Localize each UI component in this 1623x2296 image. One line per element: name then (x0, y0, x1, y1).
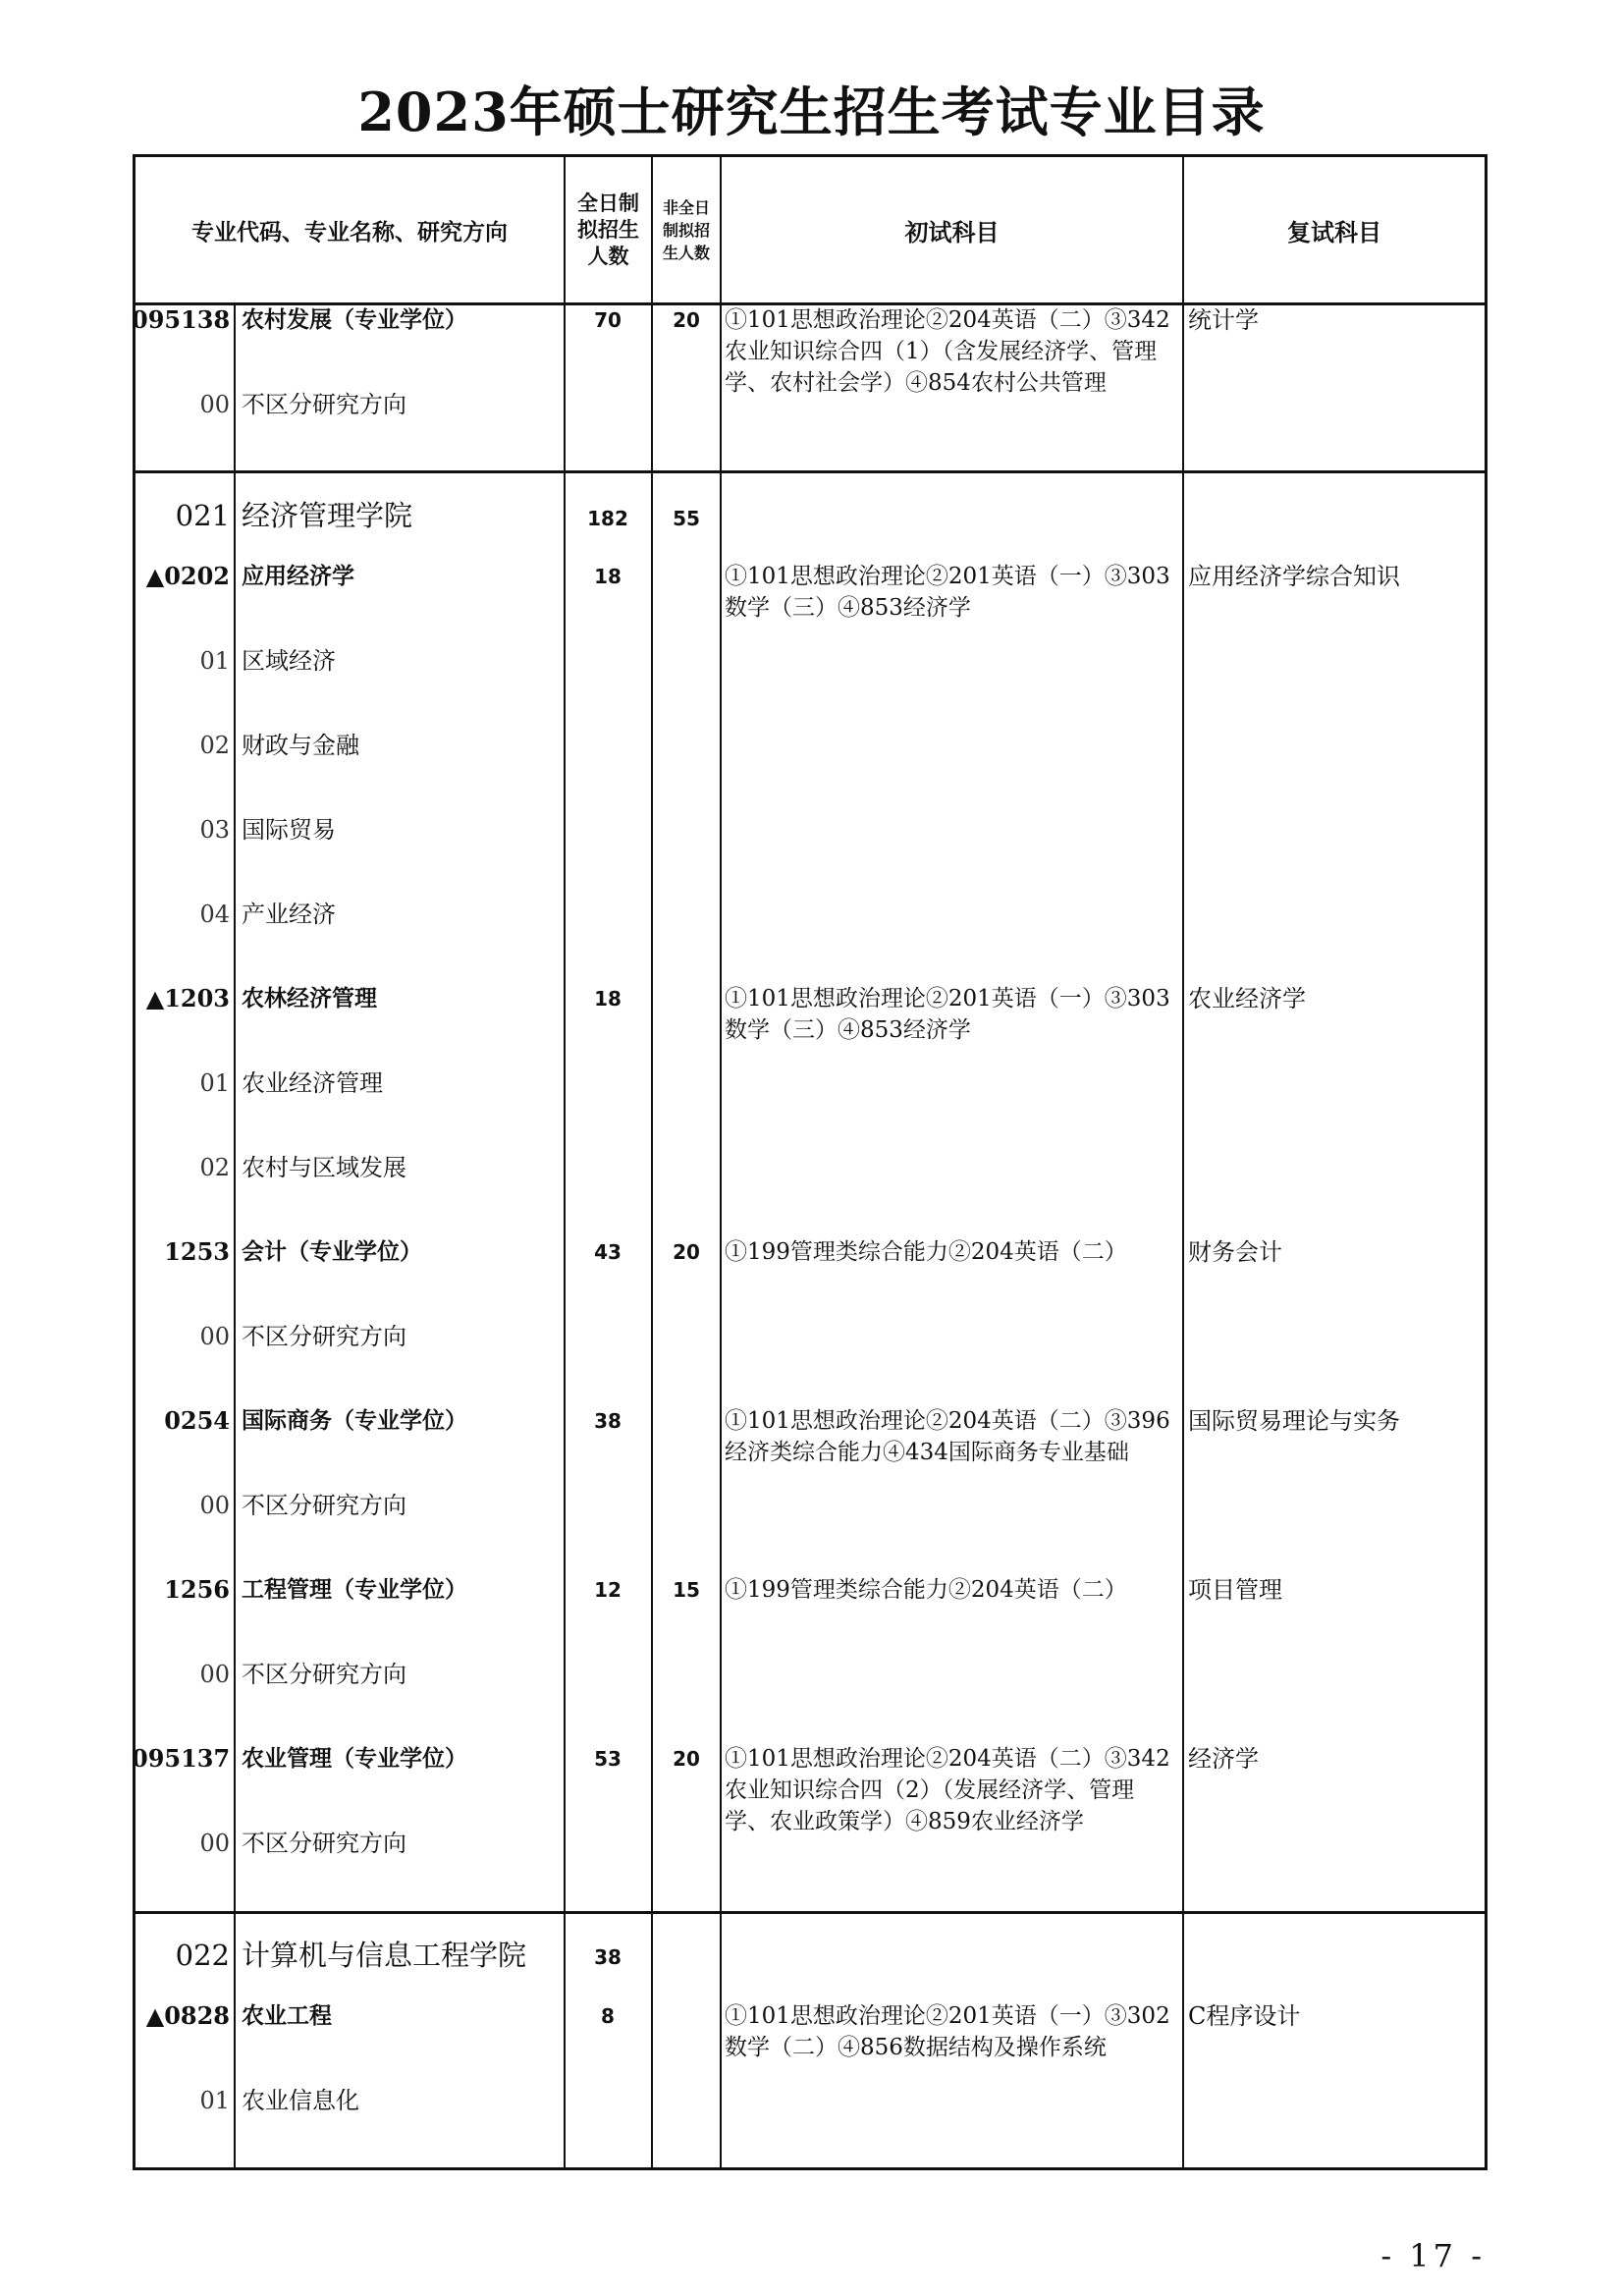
program-code: 095137 (132, 1744, 231, 1773)
header-initial-exam: 初试科目 (904, 218, 1000, 246)
fulltime-quota: 18 (594, 987, 622, 1011)
program-code: ▲0828 (145, 2001, 230, 2030)
direction-name: 不区分研究方向 (242, 1661, 406, 1688)
direction-code: 01 (199, 1069, 230, 1097)
program-name: 国际商务（专业学位） (242, 1408, 467, 1434)
initial-exam-subjects: ①101思想政治理论②201英语（一）③302数学（二）④856数据结构及操作系统 (725, 2003, 1170, 2060)
fulltime-quota: 8 (601, 2004, 615, 2028)
fulltime-quota: 38 (594, 1945, 622, 1969)
fulltime-quota: 43 (594, 1240, 622, 1264)
initial-exam-subjects: ①101思想政治理论②204英语（二）③342农业知识综合四（1）（含发展经济学、管理学、农村社会学）④854农村公共管理 (725, 307, 1170, 396)
direction-code: 00 (199, 1661, 230, 1688)
direction-name: 财政与金融 (242, 732, 359, 759)
direction-name: 农业信息化 (242, 2087, 359, 2114)
direction-code: 00 (199, 1830, 230, 1857)
initial-exam-subjects: ①101思想政治理论②201英语（一）③303数学（三）④853经济学 (725, 986, 1170, 1043)
fulltime-quota: 38 (594, 1409, 622, 1433)
header-program: 专业代码、专业名称、研究方向 (191, 219, 508, 246)
fulltime-quota: 182 (587, 507, 628, 530)
header-retest: 复试科目 (1287, 218, 1381, 246)
parttime-quota: 20 (673, 1240, 700, 1264)
parttime-quota: 15 (673, 1578, 700, 1602)
program-name: 农业工程 (242, 2003, 332, 2029)
retest-subject: 农业经济学 (1188, 985, 1306, 1012)
retest-subject: 项目管理 (1188, 1576, 1282, 1604)
header-parttime-quota: 非全日 制拟招 生人数 (662, 197, 710, 262)
retest-subject: 经济学 (1188, 1745, 1259, 1773)
initial-exam-subjects: ①101思想政治理论②201英语（一）③303数学（三）④853经济学 (725, 564, 1170, 621)
direction-code: 01 (199, 2087, 230, 2114)
direction-name: 区域经济 (242, 647, 336, 675)
program-code: 1253 (164, 1237, 230, 1266)
fulltime-quota: 18 (594, 565, 622, 588)
fulltime-quota: 70 (594, 308, 622, 332)
program-name: 农林经济管理 (242, 986, 377, 1011)
college-name: 经济管理学院 (242, 499, 413, 532)
initial-exam-subjects: ①101思想政治理论②204英语（二）③396经济类综合能力④434国际商务专业基础 (725, 1408, 1170, 1465)
direction-name: 农业经济管理 (242, 1069, 383, 1097)
college-code: 021 (175, 499, 230, 532)
header-fulltime-quota: 全日制 拟招生 人数 (577, 191, 639, 268)
program-name: 会计（专业学位） (242, 1239, 422, 1265)
program-name: 应用经济学 (242, 564, 354, 589)
program-code: 095138 (132, 305, 231, 334)
college-name: 计算机与信息工程学院 (242, 1939, 527, 1972)
parttime-quota: 55 (673, 507, 700, 530)
retest-subject: 统计学 (1188, 306, 1259, 334)
initial-exam-subjects: ①199管理类综合能力②204英语（二） (725, 1239, 1127, 1265)
initial-exam-subjects: ①101思想政治理论②204英语（二）③342农业知识综合四（2）（发展经济学、管理学、农业政策学）④859农业经济学 (725, 1746, 1170, 1834)
direction-code: 02 (199, 1154, 230, 1181)
direction-code: 03 (199, 816, 230, 844)
initial-exam-subjects: ①199管理类综合能力②204英语（二） (725, 1577, 1127, 1603)
retest-subject: 国际贸易理论与实务 (1188, 1407, 1400, 1435)
fulltime-quota: 53 (594, 1747, 622, 1771)
direction-name: 农村与区域发展 (242, 1154, 406, 1181)
retest-subject: 财务会计 (1188, 1238, 1282, 1266)
direction-code: 00 (199, 1323, 230, 1350)
direction-name: 产业经济 (242, 901, 336, 928)
program-code: ▲1203 (145, 984, 230, 1012)
program-code: ▲0202 (145, 562, 230, 590)
direction-name: 不区分研究方向 (242, 1830, 406, 1857)
program-code: 1256 (164, 1575, 230, 1604)
direction-code: 04 (199, 901, 230, 928)
direction-name: 不区分研究方向 (242, 1492, 406, 1519)
page-title: 2023年硕士研究生招生考试专业目录 (357, 81, 1266, 143)
page-number: - 17 - (1380, 2237, 1486, 2274)
program-name: 工程管理（专业学位） (242, 1577, 467, 1603)
retest-subject: 应用经济学综合知识 (1188, 563, 1400, 590)
fulltime-quota: 12 (594, 1578, 622, 1602)
direction-code: 00 (199, 1492, 230, 1519)
retest-subject: C程序设计 (1188, 2002, 1301, 2030)
direction-code: 02 (199, 732, 230, 759)
program-name: 农村发展（专业学位） (242, 307, 467, 333)
parttime-quota: 20 (673, 1747, 700, 1771)
direction-code: 01 (199, 647, 230, 675)
parttime-quota: 20 (673, 308, 700, 332)
program-code: 0254 (164, 1406, 230, 1435)
direction-name: 不区分研究方向 (242, 391, 406, 418)
direction-code: 00 (199, 391, 230, 418)
direction-name: 国际贸易 (242, 816, 336, 844)
direction-name: 不区分研究方向 (242, 1323, 406, 1350)
college-code: 022 (175, 1939, 230, 1972)
program-name: 农业管理（专业学位） (242, 1746, 467, 1772)
